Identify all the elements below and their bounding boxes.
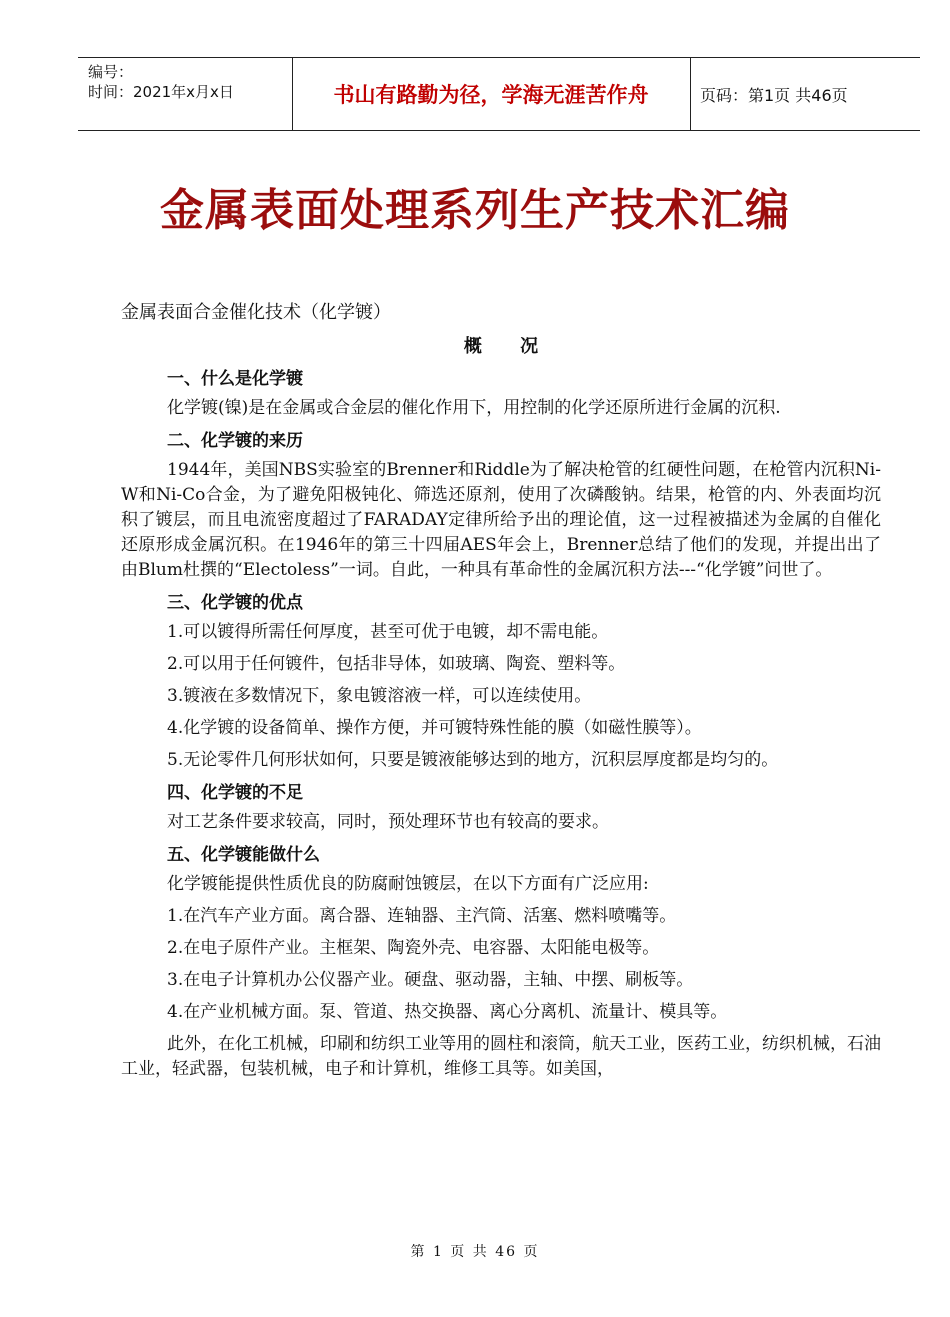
section-heading: 四、化学镀的不足 (167, 783, 303, 803)
section-heading: 二、化学镀的来历 (167, 431, 303, 451)
section-title: 金属表面合金催化技术（化学镀） (121, 302, 391, 323)
paragraph: 化学镀能提供性质优良的防腐耐蚀镀层，在以下方面有广泛应用: (167, 874, 649, 894)
paragraph: 2.在电子原件产业。主框架、陶瓷外壳、电容器、太阳能电极等。 (167, 938, 660, 958)
section-heading: 五、化学镀能做什么 (167, 845, 320, 865)
serial-label: 编号： (88, 63, 134, 81)
document-body (121, 300, 881, 1089)
paragraph: 4.在产业机械方面。泵、管道、热交换器、离心分离机、流量计、模具等。 (167, 1002, 728, 1022)
time-label: 时间：2021年x月x日 (88, 83, 234, 101)
paragraph: 化学镀(镍)是在金属或合金层的催化作用下，用控制的化学还原所进行金属的沉积. (167, 398, 781, 418)
paragraph: 3.在电子计算机办公仪器产业。硬盘、驱动器，主轴、中摆、刷板等。 (167, 970, 694, 990)
header-page-info: 页码：第1页 共46页 (700, 85, 848, 105)
header-meta (88, 62, 234, 102)
section-heading: 三、化学镀的优点 (167, 593, 303, 613)
paragraph: 5.无论零件几何形状如何，只要是镀液能够达到的地方，沉积层厚度都是均匀的。 (167, 750, 779, 770)
paragraph: 1.在汽车产业方面。离合器、连轴器、主汽筒、活塞、燃料喷嘴等。 (167, 906, 677, 926)
paragraph: 1944年，美国NBS实验室的Brenner和Riddle为了解决枪管的红硬性问题，在枪管内沉积Ni-W和Ni-Co合金，为了避免阳极钝化、筛选还原剂，使用了次磷酸钠。结果，枪管的内、外表面均沉积了镀层，而且电流密度超过了FARADAY定律所给予出的理论值，这一过程被描述为金属的自催化还原形成金属沉积。在1946年的第三十四届AES年会上，Brenner总结了他们的发现，并提出出了由Blum杜撰的“Electoless”一词。自此，一种具有革命性的金属沉积方法---“化学镀”问世了。 (121, 460, 881, 580)
document-title: 金属表面处理系列生产技术汇编 (160, 185, 790, 236)
document-header (78, 57, 920, 131)
paragraph: 4.化学镀的设备简单、操作方便，并可镀特殊性能的膜（如磁性膜等）。 (167, 718, 702, 738)
section-heading: 一、什么是化学镀 (167, 369, 303, 389)
paragraph: 1.可以镀得所需任何厚度，甚至可优于电镀，却不需电能。 (167, 622, 609, 642)
paragraph: 2.可以用于任何镀件，包括非导体，如玻璃、陶瓷、塑料等。 (167, 654, 626, 674)
paragraph: 对工艺条件要求较高，同时，预处理环节也有较高的要求。 (167, 812, 609, 832)
overview-heading: 概 况 (463, 336, 555, 357)
header-divider (690, 58, 691, 130)
paragraph: 3.镀液在多数情况下，象电镀溶液一样，可以连续使用。 (167, 686, 592, 706)
page-footer: 第 1 页 共 46 页 (410, 1244, 540, 1260)
paragraph: 此外，在化工机械，印刷和纺织工业等用的圆柱和滚筒，航天工业，医药工业，纺织机械，石油工业，轻武器，包装机械，电子和计算机，维修工具等。如美国， (121, 1034, 881, 1079)
content-blocks (121, 366, 881, 1082)
header-motto: 书山有路勤为径，学海无涯苦作舟 (333, 83, 649, 107)
